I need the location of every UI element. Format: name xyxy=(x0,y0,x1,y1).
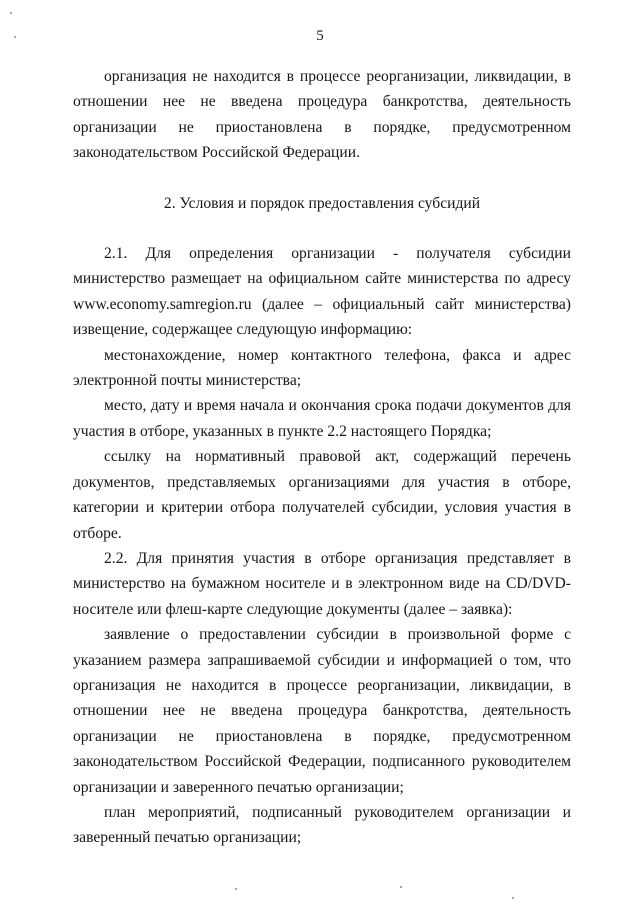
spacer xyxy=(73,166,571,191)
document-body xyxy=(73,64,571,851)
scan-speck xyxy=(512,897,514,899)
scan-speck xyxy=(235,888,237,890)
paragraph: заявление о предоставлении субсидии в произвольной форме с указанием размера запрашиваемой субсидии и информацией о том, что организация не находится в процессе реорганизации, ликвидации, в отношении нее не введена процедура банкротства, деятельность организации не приостановлена в порядке, предусмотренном законодательством Российской Федерации, подписанного руководителем организации и заверенного печатью организации; xyxy=(73,626,571,796)
paragraph: место, дату и время начала и окончания срока подачи документов для участия в отборе, указанных в пункте 2.2 настоящего Порядка; xyxy=(73,397,571,440)
paragraph: организация не находится в процессе реорганизации, ликвидации, в отношении нее не введена процедура банкротства, деятельность организации не приостановлена в порядке, предусмотренном законодательством Российской Федерации. xyxy=(73,68,571,162)
scan-speck xyxy=(10,12,12,14)
spacer xyxy=(73,216,571,241)
paragraph: план мероприятий, подписанный руководителем организации и заверенный печатью организации; xyxy=(73,803,571,847)
paragraph: 2.2. Для принятия участия в отборе организация представляет в министерство на бумажном носителе и в электронном виде на CD/DVD-носителе или флеш-карте следующие документы (далее – заявка): xyxy=(73,549,571,618)
page-number: 5 xyxy=(316,28,324,44)
section-heading: 2. Условия и порядок предоставления субсидий xyxy=(163,194,481,212)
paragraph: 2.1. Для определения организации - получателя субсидии министерство размещает на официальном сайте министерства по адресу www.economy.samregion.ru (далее – официальный сайт министерства) извещение, содержащее следующую информацию: xyxy=(73,245,571,339)
scan-speck xyxy=(400,886,402,888)
paragraph: ссылку на нормативный правовой акт, содержащий перечень документов, представляемых организациями для участия в отборе, категории и критерии отбора получателей субсидии, условия участия в отборе. xyxy=(73,448,571,542)
paragraph: местонахождение, номер контактного телефона, факса и адрес электронной почты министерства; xyxy=(73,346,571,390)
scan-speck xyxy=(14,36,16,38)
